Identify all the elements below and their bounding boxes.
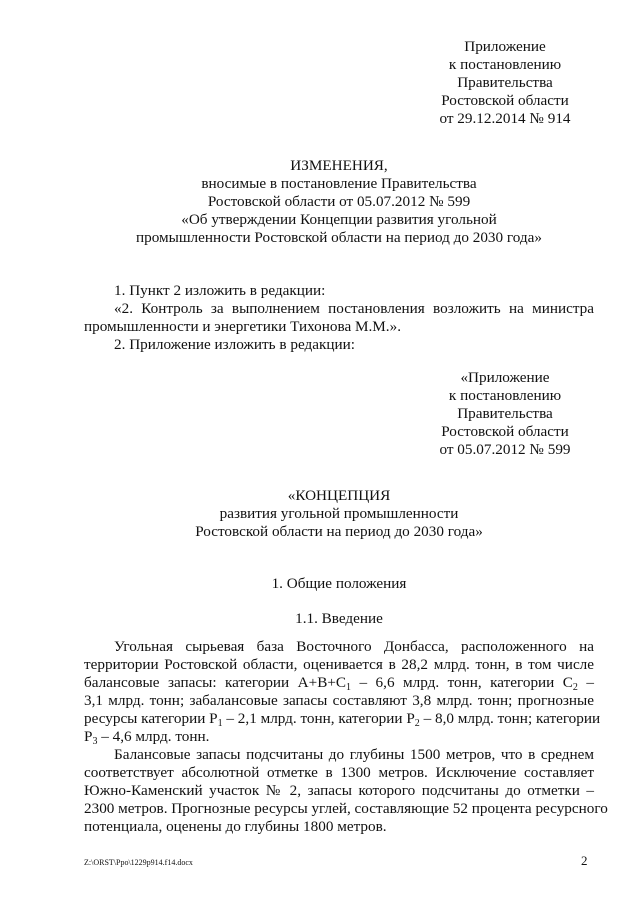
item-1-text: 1. Пункт 2 изложить в редакции:: [114, 282, 326, 299]
item-1: [84, 282, 594, 300]
inner-appendix-line: к постановлению: [448, 387, 562, 404]
changes-title-line: промышленности Ростовской области на период до 2030 года»: [135, 229, 542, 246]
concept-title-line: Ростовской области на период до 2030 года»: [195, 523, 483, 540]
paragraph-line: 3,1 млрд. тонн; забалансовые запасы составляют 3,8 млрд. тонн; прогнозные: [84, 692, 594, 709]
section-subtitle: [84, 610, 594, 628]
page-number: 2: [581, 853, 588, 868]
section-subtitle-text: 1.1. Введение: [295, 610, 383, 627]
header-appendix-line: Ростовской области: [441, 92, 569, 109]
item-1-quote-line: промышленности и энергетики Тихонова М.М.».: [84, 318, 401, 335]
section-title-text: 1. Общие положения: [271, 575, 407, 592]
header-appendix-line: Правительства: [457, 74, 553, 91]
header-appendix-line: Приложение: [464, 38, 546, 55]
changes-heading: ИЗМЕНЕНИЯ,: [290, 157, 388, 174]
inner-appendix-line: Правительства: [457, 405, 553, 422]
paragraph-1: [84, 638, 601, 747]
concept-title-line: развития угольной промышленности: [219, 505, 459, 522]
concept-title: [84, 487, 594, 541]
inner-appendix: [425, 369, 585, 459]
changes-title-line: Ростовской области от 05.07.2012 № 599: [207, 193, 471, 210]
inner-appendix-line: «Приложение: [460, 369, 550, 386]
changes-title-line: «Об утверждении Концепции развития угольной: [181, 211, 497, 228]
paragraph-line: Угольная сырьевая база Восточного Донбасса, расположенного на: [114, 638, 594, 655]
paragraph-line: территории Ростовской области, оценивается в 28,2 млрд. тонн, в том числе: [84, 656, 594, 673]
changes-title-line: вносимые в постановление Правительства: [201, 175, 477, 192]
item-2: [84, 336, 594, 354]
footer-file-path: Z:\ORST\Ppo\1229p914.f14.docx: [84, 858, 193, 867]
paragraph-line: ресурсы категории $Р_1 - 2,1$ млрд. тонн, категории $Р_2 - 8,0$ млрд. тонн; категории: [84, 710, 601, 729]
item-1-quote-line: «2. Контроль за выполнением постановления возложить на министра: [114, 300, 594, 317]
changes-title: [84, 157, 594, 247]
item-1-quote: [84, 300, 594, 336]
header-appendix-line: от 29.12.2014 № 914: [439, 110, 571, 127]
section-title: [84, 575, 594, 593]
paragraph-line: 2300 метров. Прогнозные ресурсы углей, составляющие 52 процента ресурсного: [84, 800, 608, 817]
paragraph-2: [84, 746, 608, 836]
paragraph-line: балансовые запасы: категории $А+В+С_1 - 6,6$ млрд. тонн, категории $С_2$ –: [84, 674, 594, 693]
paragraph-line: соответствует абсолютной отметке в 1300 метров. Исключение составляет: [84, 764, 594, 781]
inner-appendix-line: от 05.07.2012 № 599: [439, 441, 571, 458]
inner-appendix-line: Ростовской области: [441, 423, 569, 440]
concept-heading: «КОНЦЕПЦИЯ: [287, 487, 391, 504]
header-appendix-line: к постановлению: [448, 56, 562, 73]
paragraph-line: Балансовые запасы подсчитаны до глубины 1500 метров, что в среднем: [114, 746, 594, 763]
header-appendix: [430, 38, 580, 128]
paragraph-line: потенциала, оценены до глубины 1800 метров.: [84, 818, 387, 835]
paragraph-line: $Р_3 - 4,6$ млрд. тонн.: [84, 728, 210, 747]
paragraph-line: Южно-Каменский участок № 2, запасы которого подсчитаны до отметки –: [84, 782, 594, 799]
item-2-text: 2. Приложение изложить в редакции:: [114, 336, 355, 353]
